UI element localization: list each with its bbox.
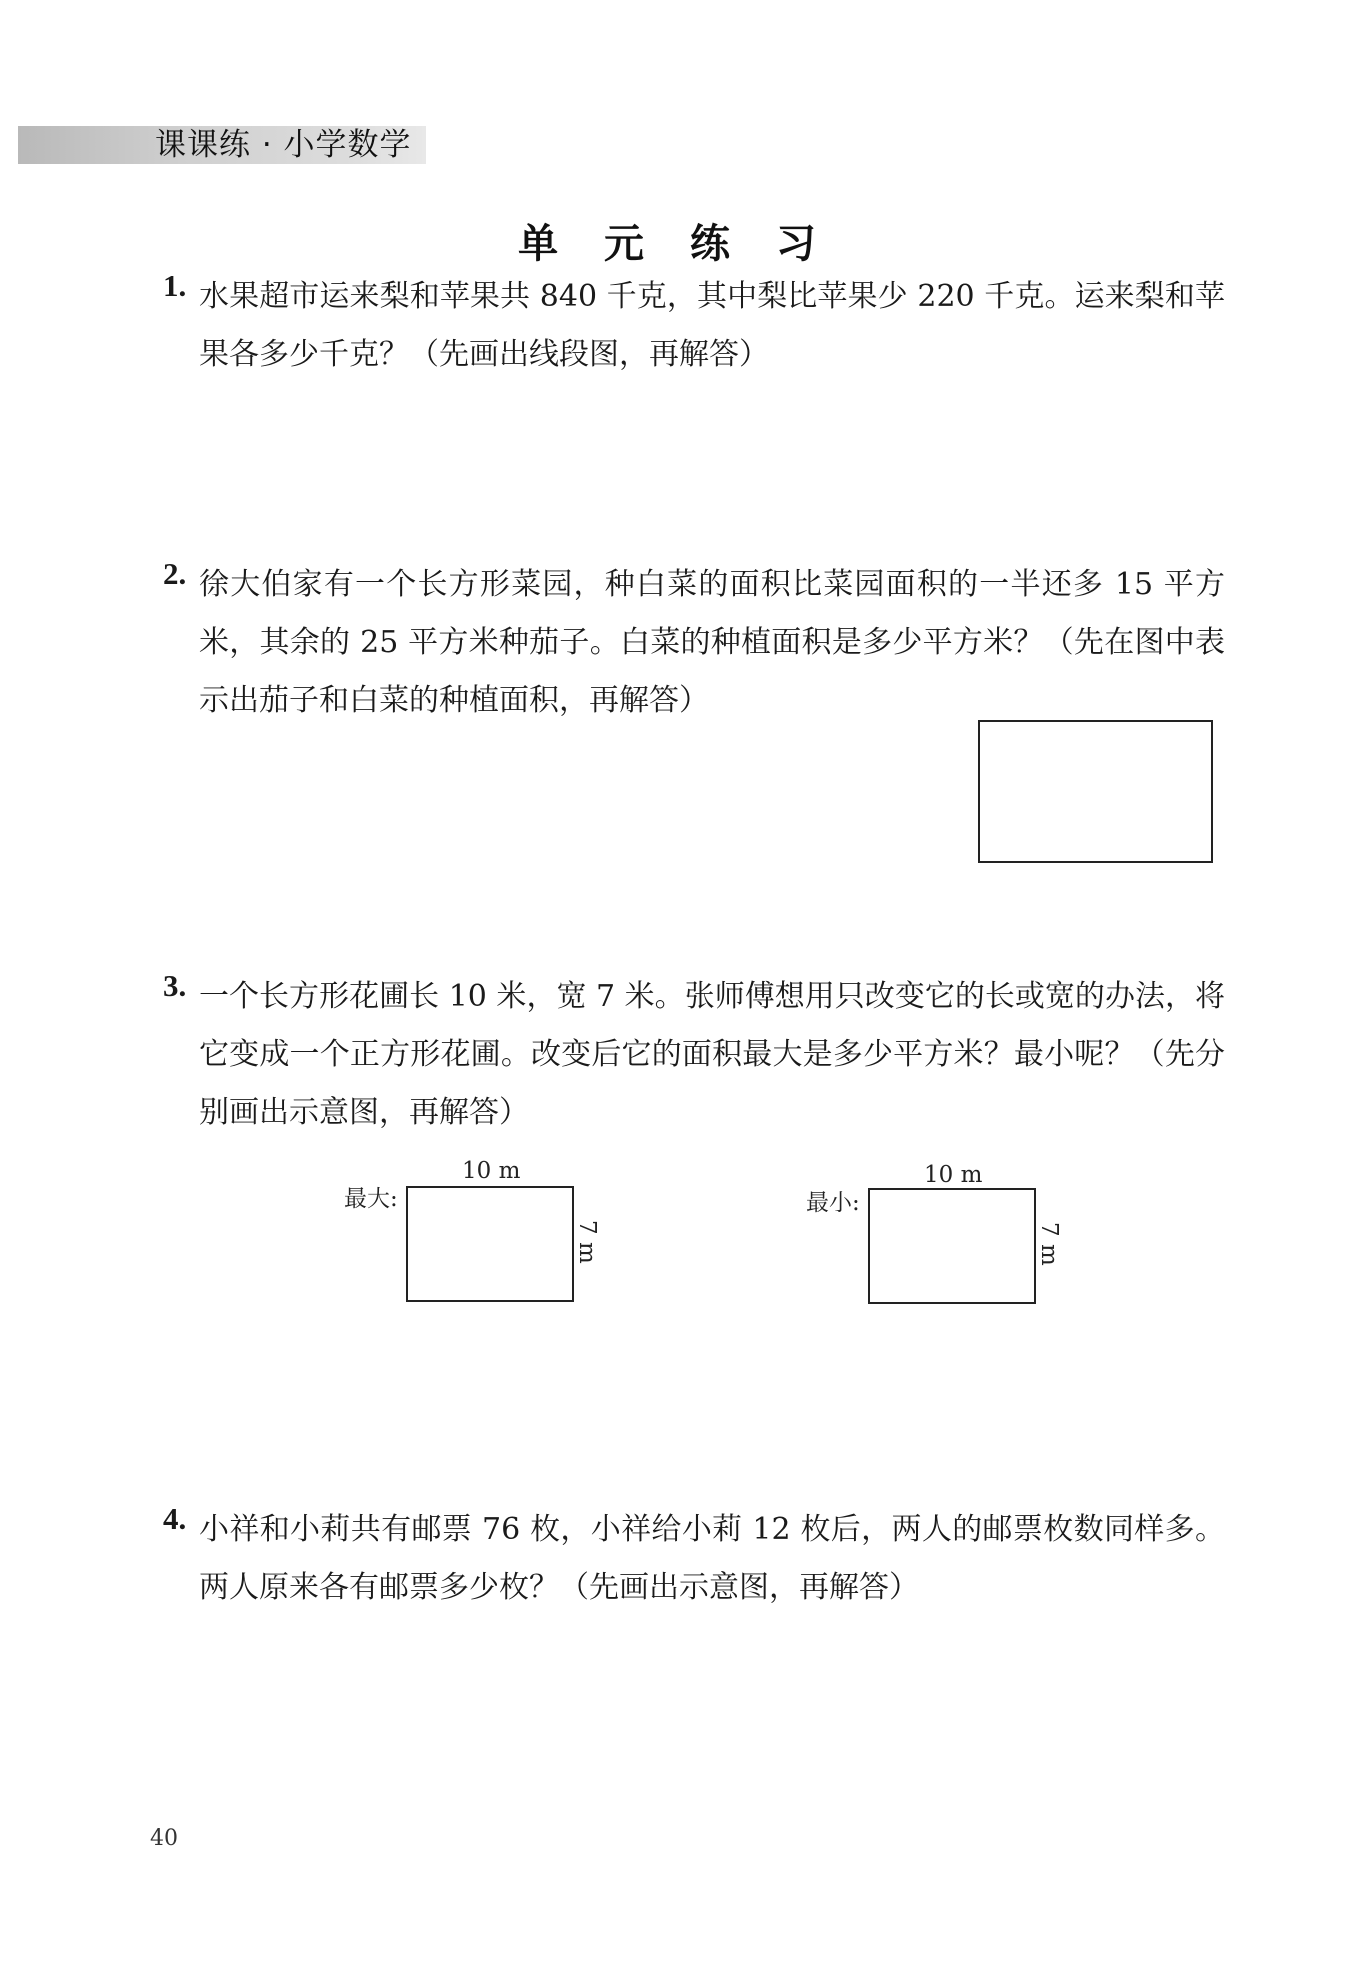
problem-number: 2.	[163, 556, 187, 591]
min-label: 最小:	[806, 1190, 860, 1216]
problem-1	[165, 268, 1225, 384]
problem-2	[165, 556, 1225, 730]
page-title: 单 元 练 习	[518, 221, 832, 267]
running-header: 课课练 · 小学数学	[155, 127, 412, 163]
problem-text: 一个长方形花圃长 10 米，宽 7 米。张师傅想用只改变它的长或宽的办法，将它变成一个正方形花圃。改变后它的面积最大是多少平方米？最小呢？（先分别画出示意图，再解答）	[199, 979, 1225, 1130]
page-number: 40	[150, 1826, 178, 1851]
problem-text: 小祥和小莉共有邮票 76 枚，小祥给小莉 12 枚后，两人的邮票枚数同样多。两人原来各有邮票多少枚？（先画出示意图，再解答）	[199, 1512, 1225, 1605]
problem-text: 徐大伯家有一个长方形菜园，种白菜的面积比菜园面积的一半还多 15 平方米，其余的 25 平方米种茄子。白菜的种植面积是多少平方米？（先在图中表示出茄子和白菜的种植面积，再解答）	[199, 567, 1225, 718]
problem-4	[165, 1501, 1225, 1617]
min-rectangle	[868, 1188, 1036, 1304]
min-length-label: 10 m	[924, 1162, 983, 1188]
garden-rectangle	[978, 720, 1213, 863]
max-width-label: 7 m	[574, 1220, 600, 1264]
problem-text: 水果超市运来梨和苹果共 840 千克，其中梨比苹果少 220 千克。运来梨和苹果各多少千克？（先画出线段图，再解答）	[199, 279, 1225, 372]
min-width-label: 7 m	[1036, 1222, 1062, 1266]
problem-number: 4.	[163, 1501, 187, 1536]
max-rectangle	[406, 1186, 574, 1302]
max-label: 最大:	[344, 1186, 398, 1212]
problem-number: 1.	[163, 268, 187, 303]
max-length-label: 10 m	[462, 1158, 521, 1184]
problem-3	[165, 968, 1225, 1142]
problem-number: 3.	[163, 968, 187, 1003]
